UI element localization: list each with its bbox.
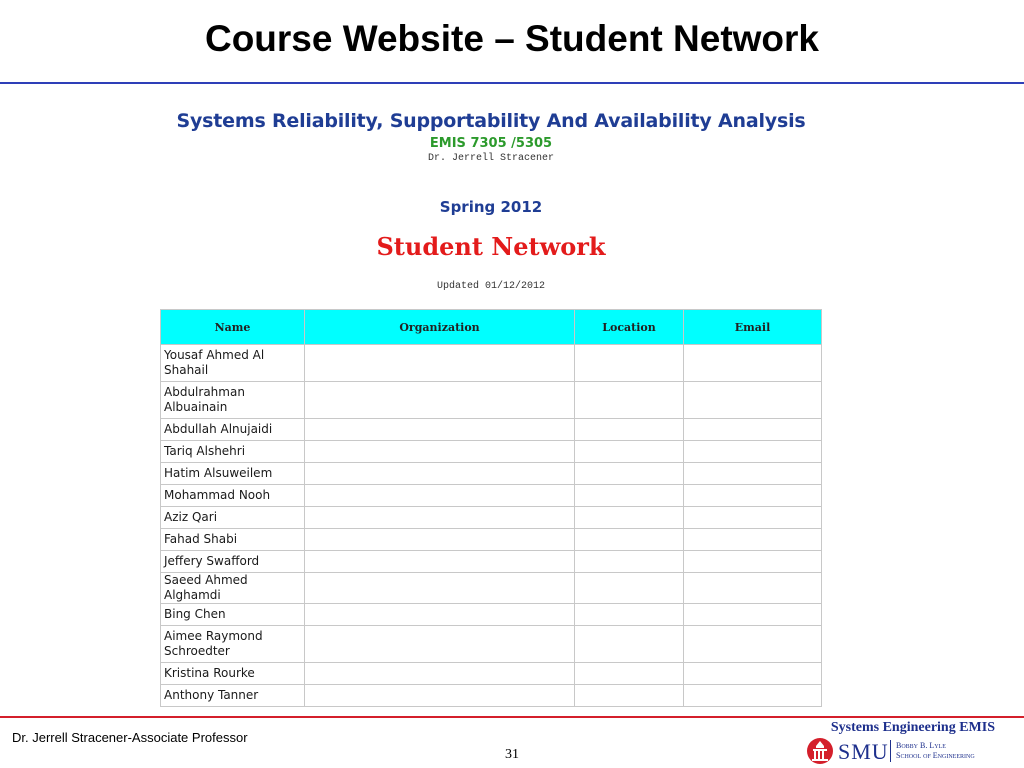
student-organization <box>305 573 575 604</box>
student-organization <box>305 685 575 707</box>
page-number: 31 <box>505 747 519 762</box>
school-line-1: Bobby B. Lyle <box>896 741 946 750</box>
student-name: Kristina Rourke <box>161 663 305 685</box>
student-network-table <box>160 309 822 707</box>
table-row <box>161 507 822 529</box>
column-header-name: Name <box>161 310 305 345</box>
student-organization <box>305 419 575 441</box>
student-email <box>684 663 822 685</box>
title-divider <box>0 82 1024 84</box>
student-location <box>575 507 684 529</box>
student-location <box>575 441 684 463</box>
student-name: Abdullah Alnujaidi <box>161 419 305 441</box>
smu-logo <box>806 736 996 766</box>
student-organization <box>305 441 575 463</box>
table-row <box>161 419 822 441</box>
student-organization <box>305 604 575 626</box>
student-email <box>684 463 822 485</box>
student-organization <box>305 551 575 573</box>
student-location <box>575 382 684 419</box>
student-name: Tariq Alshehri <box>161 441 305 463</box>
student-location <box>575 573 684 604</box>
instructor-name: Dr. Jerrell Stracener <box>427 153 555 164</box>
table-row <box>161 485 822 507</box>
smu-wordmark: SMU <box>838 739 889 764</box>
student-network-heading: Student Network <box>376 232 606 261</box>
student-location <box>575 345 684 382</box>
student-organization <box>305 485 575 507</box>
table-row <box>161 382 822 419</box>
student-email <box>684 685 822 707</box>
smu-building-icon <box>806 737 834 765</box>
table-row <box>161 663 822 685</box>
student-name: Mohammad Nooh <box>161 485 305 507</box>
student-name: Aimee Raymond Schroedter <box>161 626 305 663</box>
student-organization <box>305 529 575 551</box>
course-title: Systems Reliability, Supportability And Availability Analysis <box>176 110 806 132</box>
student-location <box>575 685 684 707</box>
table-row <box>161 345 822 382</box>
student-name: Anthony Tanner <box>161 685 305 707</box>
student-name: Abdulrahman Albuainain <box>161 382 305 419</box>
student-email <box>684 441 822 463</box>
student-location <box>575 419 684 441</box>
logo-divider <box>890 740 891 762</box>
department-label: Systems Engineering EMIS <box>830 720 995 735</box>
table-row <box>161 626 822 663</box>
student-location <box>575 604 684 626</box>
student-email <box>684 626 822 663</box>
student-email <box>684 345 822 382</box>
student-name: Hatim Alsuweilem <box>161 463 305 485</box>
footer-divider <box>0 716 1024 718</box>
student-name: Fahad Shabi <box>161 529 305 551</box>
table-header-row <box>161 310 822 345</box>
student-email <box>684 604 822 626</box>
school-name <box>896 741 996 761</box>
slide-title: Course Website – Student Network <box>204 18 820 59</box>
updated-date: Updated 01/12/2012 <box>436 281 546 292</box>
student-name: Saeed Ahmed Alghamdi <box>161 573 305 604</box>
footer-author: Dr. Jerrell Stracener-Associate Professor <box>12 730 248 745</box>
table-row <box>161 463 822 485</box>
column-header-location: Location <box>575 310 684 345</box>
student-email <box>684 485 822 507</box>
school-line-2: School of Engineering <box>896 751 975 760</box>
term-label: Spring 2012 <box>439 198 543 216</box>
table-row <box>161 573 822 604</box>
column-header-email: Email <box>684 310 822 345</box>
student-email <box>684 573 822 604</box>
student-location <box>575 463 684 485</box>
table-row <box>161 551 822 573</box>
student-location <box>575 663 684 685</box>
student-email <box>684 551 822 573</box>
student-organization <box>305 382 575 419</box>
student-organization <box>305 507 575 529</box>
student-location <box>575 485 684 507</box>
table-row <box>161 685 822 707</box>
student-organization <box>305 663 575 685</box>
student-email <box>684 529 822 551</box>
course-code: EMIS 7305 /5305 <box>429 136 553 151</box>
web-page-screenshot <box>160 100 822 702</box>
student-location <box>575 551 684 573</box>
student-name: Aziz Qari <box>161 507 305 529</box>
student-email <box>684 382 822 419</box>
column-header-organization: Organization <box>305 310 575 345</box>
student-email <box>684 419 822 441</box>
table-row <box>161 529 822 551</box>
student-location <box>575 626 684 663</box>
student-name: Bing Chen <box>161 604 305 626</box>
table-row <box>161 441 822 463</box>
student-email <box>684 507 822 529</box>
student-name: Jeffery Swafford <box>161 551 305 573</box>
student-organization <box>305 345 575 382</box>
student-name: Yousaf Ahmed Al Shahail <box>161 345 305 382</box>
student-organization <box>305 626 575 663</box>
student-location <box>575 529 684 551</box>
student-organization <box>305 463 575 485</box>
table-row <box>161 604 822 626</box>
